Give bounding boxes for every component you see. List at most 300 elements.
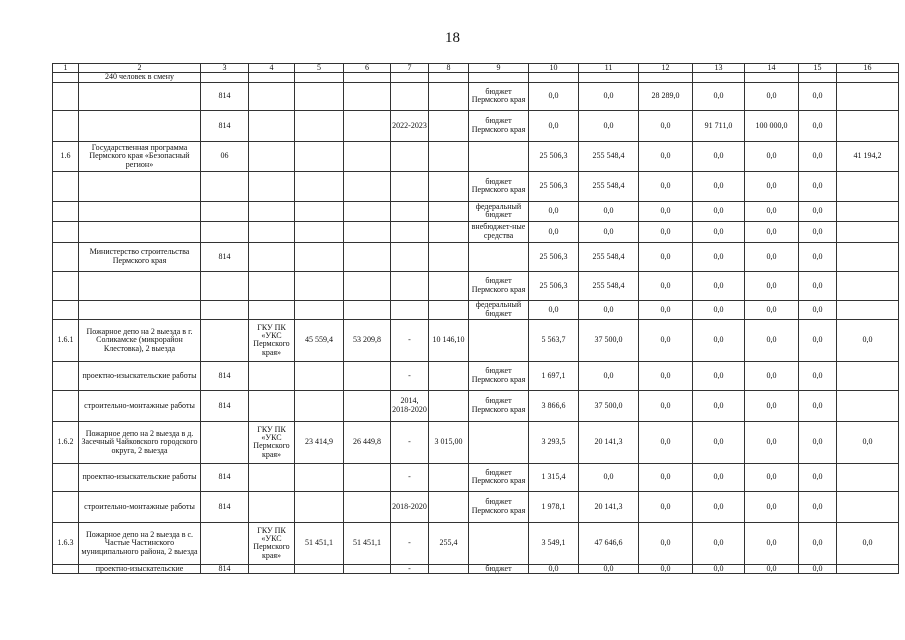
table-cell: 0,0: [579, 110, 639, 141]
table-cell: бюджет Пермского края: [469, 361, 529, 390]
table-cell: бюджет Пермского края: [469, 390, 529, 421]
table-cell: [429, 564, 469, 573]
table-cell: строительно-монтажные работы: [79, 390, 201, 421]
header-cell: 10: [529, 64, 579, 73]
table-cell: [201, 221, 249, 242]
table-cell: 3 015,00: [429, 421, 469, 463]
table-cell: [391, 271, 429, 300]
table-cell: 0,0: [799, 522, 837, 564]
table-cell: 0,0: [745, 82, 799, 110]
table-cell: [344, 390, 391, 421]
table-cell: 0,0: [745, 141, 799, 171]
table-cell: [53, 463, 79, 491]
table-cell: [429, 361, 469, 390]
table-cell: проектно-изыскательские работы: [79, 463, 201, 491]
table-cell: внебюджет-ные средства: [469, 221, 529, 242]
table-cell: 2014, 2018-2020: [391, 390, 429, 421]
table-cell: [391, 171, 429, 201]
table-cell: 0,0: [579, 361, 639, 390]
table-cell: [53, 491, 79, 522]
table-cell: [837, 271, 899, 300]
table-cell: [837, 463, 899, 491]
table-cell: Пожарное депо на 2 выезда в г. Соликамске (микрорайон Клестовка), 2 выезда: [79, 319, 201, 361]
table-cell: 0,0: [693, 242, 745, 271]
table-cell: 0,0: [745, 361, 799, 390]
table-cell: бюджет Пермского края: [469, 171, 529, 201]
table-cell: 3 293,5: [529, 421, 579, 463]
table-cell: [469, 73, 529, 82]
table-cell: [79, 82, 201, 110]
table-cell: 0,0: [799, 221, 837, 242]
table-cell: 25 506,3: [529, 171, 579, 201]
table-row: [53, 390, 899, 421]
table-cell: 0,0: [693, 421, 745, 463]
table-row: [53, 522, 899, 564]
table-cell: бюджет Пермского края: [469, 82, 529, 110]
table-row: [53, 319, 899, 361]
table-cell: 25 506,3: [529, 242, 579, 271]
header-cell: 3: [201, 64, 249, 73]
header-cell: 5: [295, 64, 344, 73]
table-cell: [429, 201, 469, 221]
table-cell: проектно-изыскательские: [79, 564, 201, 573]
table-cell: 814: [201, 361, 249, 390]
table-cell: [391, 73, 429, 82]
table-cell: -: [391, 522, 429, 564]
table-cell: [201, 319, 249, 361]
table-cell: 0,0: [639, 564, 693, 573]
header-cell: 7: [391, 64, 429, 73]
table-cell: 0,0: [579, 201, 639, 221]
table-cell: [837, 242, 899, 271]
table-cell: [53, 110, 79, 141]
table-cell: [391, 141, 429, 171]
table-cell: 06: [201, 141, 249, 171]
table-cell: [469, 522, 529, 564]
table-cell: [344, 242, 391, 271]
table-cell: 0,0: [579, 463, 639, 491]
table-cell: [53, 390, 79, 421]
header-cell: 15: [799, 64, 837, 73]
table-cell: -: [391, 319, 429, 361]
table-cell: [344, 361, 391, 390]
table-cell: [837, 491, 899, 522]
table-cell: [249, 361, 295, 390]
table-cell: [295, 141, 344, 171]
table-row: [53, 421, 899, 463]
table-cell: [344, 141, 391, 171]
table-cell: 37 500,0: [579, 319, 639, 361]
table-cell: [344, 491, 391, 522]
table-cell: -: [391, 361, 429, 390]
table-cell: [344, 463, 391, 491]
table-cell: 0,0: [639, 110, 693, 141]
table-cell: [249, 491, 295, 522]
table-cell: [469, 319, 529, 361]
table-cell: 1.6.2: [53, 421, 79, 463]
table-cell: 255,4: [429, 522, 469, 564]
table-cell: 1.6.1: [53, 319, 79, 361]
table-cell: 26 449,8: [344, 421, 391, 463]
table-cell: [53, 300, 79, 319]
table-cell: [837, 201, 899, 221]
table-cell: [391, 300, 429, 319]
header-cell: 14: [745, 64, 799, 73]
table-cell: 3 549,1: [529, 522, 579, 564]
table-cell: 0,0: [693, 564, 745, 573]
table-cell: [53, 564, 79, 573]
table-cell: 0,0: [745, 522, 799, 564]
table-cell: 0,0: [799, 141, 837, 171]
table-cell: [53, 201, 79, 221]
table-cell: [249, 242, 295, 271]
table-cell: [344, 300, 391, 319]
table-cell: 0,0: [529, 564, 579, 573]
table-cell: 53 209,8: [344, 319, 391, 361]
header-cell: 16: [837, 64, 899, 73]
table-cell: 814: [201, 463, 249, 491]
table-cell: [201, 300, 249, 319]
table-cell: [344, 171, 391, 201]
table-cell: [429, 110, 469, 141]
table-cell: 47 646,6: [579, 522, 639, 564]
table-cell: [53, 221, 79, 242]
table-cell: -: [391, 421, 429, 463]
table-cell: 814: [201, 82, 249, 110]
header-cell: 11: [579, 64, 639, 73]
page-number: 18: [445, 30, 460, 46]
table-cell: 0,0: [837, 522, 899, 564]
table-cell: 0,0: [693, 300, 745, 319]
table-cell: 51 451,1: [295, 522, 344, 564]
table-cell: [429, 171, 469, 201]
table-cell: [344, 73, 391, 82]
table-cell: [295, 390, 344, 421]
table-cell: [295, 171, 344, 201]
table-cell: [344, 110, 391, 141]
table-cell: 1.6.3: [53, 522, 79, 564]
table-cell: [837, 221, 899, 242]
table-cell: [469, 141, 529, 171]
table-cell: [429, 221, 469, 242]
table-cell: [429, 242, 469, 271]
table-cell: [249, 110, 295, 141]
table-cell: строительно-монтажные работы: [79, 491, 201, 522]
table-cell: 0,0: [693, 271, 745, 300]
table-cell: 0,0: [693, 463, 745, 491]
table-cell: [295, 242, 344, 271]
table-cell: [201, 73, 249, 82]
table-cell: [201, 522, 249, 564]
table-cell: 20 141,3: [579, 421, 639, 463]
table-row: [53, 300, 899, 319]
table-cell: 51 451,1: [344, 522, 391, 564]
table-cell: 814: [201, 390, 249, 421]
table-cell: [391, 242, 429, 271]
table-cell: 0,0: [745, 271, 799, 300]
table-row: [53, 110, 899, 141]
header-cell: 4: [249, 64, 295, 73]
table-cell: [249, 141, 295, 171]
header-cell: 12: [639, 64, 693, 73]
table-row: [53, 73, 899, 82]
table-cell: 255 548,4: [579, 271, 639, 300]
table-cell: [429, 463, 469, 491]
table-cell: [579, 73, 639, 82]
table-cell: [469, 242, 529, 271]
table-cell: 0,0: [799, 201, 837, 221]
table-cell: [249, 271, 295, 300]
table-cell: [429, 491, 469, 522]
table-cell: 0,0: [745, 319, 799, 361]
table-cell: [79, 271, 201, 300]
table-cell: 0,0: [799, 421, 837, 463]
table-cell: [79, 221, 201, 242]
table-cell: 0,0: [693, 361, 745, 390]
table-cell: бюджет Пермского края: [469, 271, 529, 300]
table-row: [53, 171, 899, 201]
table-cell: 0,0: [693, 221, 745, 242]
table-cell: [429, 300, 469, 319]
table-cell: [201, 201, 249, 221]
table-cell: 28 289,0: [639, 82, 693, 110]
table-cell: [295, 271, 344, 300]
table-cell: 0,0: [745, 421, 799, 463]
table-cell: 0,0: [639, 361, 693, 390]
table-cell: [249, 82, 295, 110]
table-cell: 0,0: [639, 300, 693, 319]
table-cell: 1 978,1: [529, 491, 579, 522]
table-cell: 0,0: [639, 141, 693, 171]
table-cell: 814: [201, 491, 249, 522]
table-cell: 0,0: [693, 319, 745, 361]
table-cell: 0,0: [639, 463, 693, 491]
table-cell: [429, 271, 469, 300]
table-cell: [837, 361, 899, 390]
table-cell: [391, 201, 429, 221]
table-cell: [249, 221, 295, 242]
table-cell: 20 141,3: [579, 491, 639, 522]
table-cell: 25 506,3: [529, 271, 579, 300]
table-cell: 0,0: [799, 390, 837, 421]
table-cell: 0,0: [799, 82, 837, 110]
table-cell: -: [391, 463, 429, 491]
table-cell: 0,0: [745, 463, 799, 491]
table-cell: 255 548,4: [579, 242, 639, 271]
table-cell: 0,0: [639, 242, 693, 271]
table-cell: [249, 171, 295, 201]
table-cell: 0,0: [639, 390, 693, 421]
table-cell: 0,0: [639, 319, 693, 361]
table-cell: 2018-2020: [391, 491, 429, 522]
table-cell: [295, 491, 344, 522]
table-cell: [249, 463, 295, 491]
table-cell: [79, 300, 201, 319]
table-cell: 0,0: [639, 221, 693, 242]
header-cell: 9: [469, 64, 529, 73]
table-cell: бюджет Пермского края: [469, 491, 529, 522]
table-cell: [53, 361, 79, 390]
table-cell: Пожарное депо на 2 выезда в с. Частые Частинского муниципального района, 2 выезда: [79, 522, 201, 564]
table-cell: 0,0: [745, 171, 799, 201]
table-cell: 0,0: [693, 522, 745, 564]
table-row: [53, 564, 899, 573]
table-cell: [429, 141, 469, 171]
table-cell: [53, 73, 79, 82]
table-row: [53, 82, 899, 110]
table-cell: 0,0: [529, 201, 579, 221]
table-cell: 0,0: [639, 271, 693, 300]
table-cell: [79, 201, 201, 221]
table-cell: 0,0: [693, 201, 745, 221]
table-cell: бюджет Пермского края: [469, 110, 529, 141]
table-cell: 814: [201, 110, 249, 141]
budget-table: [52, 63, 899, 574]
table-cell: [201, 271, 249, 300]
table-cell: [295, 73, 344, 82]
table-cell: 0,0: [579, 221, 639, 242]
table-cell: [469, 421, 529, 463]
table-row: [53, 491, 899, 522]
table-cell: [344, 564, 391, 573]
table-cell: 0,0: [799, 110, 837, 141]
table-cell: [201, 171, 249, 201]
table-cell: 0,0: [579, 300, 639, 319]
table-cell: 91 711,0: [693, 110, 745, 141]
header-cell: 6: [344, 64, 391, 73]
table-row: [53, 463, 899, 491]
table-cell: [693, 73, 745, 82]
table-cell: [79, 171, 201, 201]
table-cell: [53, 271, 79, 300]
table-cell: 5 563,7: [529, 319, 579, 361]
table-cell: ГКУ ПК «УКС Пермского края»: [249, 319, 295, 361]
table-cell: 0,0: [579, 564, 639, 573]
table-cell: [344, 271, 391, 300]
table-cell: федеральный бюджет: [469, 300, 529, 319]
table-cell: 1.6: [53, 141, 79, 171]
table-row: [53, 271, 899, 300]
table-cell: 255 548,4: [579, 141, 639, 171]
table-row: [53, 201, 899, 221]
table-cell: [53, 242, 79, 271]
table-cell: [295, 463, 344, 491]
table-cell: 0,0: [639, 522, 693, 564]
table-row: [53, 242, 899, 271]
table-cell: проектно-изыскательские работы: [79, 361, 201, 390]
table-cell: [295, 82, 344, 110]
table-cell: 0,0: [799, 300, 837, 319]
table-cell: [837, 82, 899, 110]
table-cell: [53, 82, 79, 110]
table-cell: [249, 564, 295, 573]
table-cell: 1 315,4: [529, 463, 579, 491]
table-cell: федеральный бюджет: [469, 201, 529, 221]
table-cell: 0,0: [799, 361, 837, 390]
table-cell: 0,0: [799, 564, 837, 573]
table-cell: [529, 73, 579, 82]
table-cell: 23 414,9: [295, 421, 344, 463]
table-cell: 0,0: [799, 171, 837, 201]
table-cell: 0,0: [837, 421, 899, 463]
table-header-row: [53, 64, 899, 73]
table-cell: 814: [201, 242, 249, 271]
table-cell: 0,0: [745, 390, 799, 421]
table-cell: [249, 73, 295, 82]
table-row: [53, 141, 899, 171]
table-cell: [249, 390, 295, 421]
table-cell: [837, 390, 899, 421]
header-cell: 13: [693, 64, 745, 73]
table-cell: [295, 110, 344, 141]
table-cell: 0,0: [693, 82, 745, 110]
table-cell: 0,0: [745, 491, 799, 522]
table-cell: -: [391, 564, 429, 573]
table-cell: [295, 361, 344, 390]
table-cell: бюджет: [469, 564, 529, 573]
table-cell: [837, 73, 899, 82]
table-cell: [837, 171, 899, 201]
table-cell: [295, 300, 344, 319]
table-cell: [429, 73, 469, 82]
table-cell: 0,0: [745, 564, 799, 573]
table-cell: бюджет Пермского края: [469, 463, 529, 491]
table-cell: [837, 110, 899, 141]
table-cell: 0,0: [745, 242, 799, 271]
table-cell: 25 506,3: [529, 141, 579, 171]
table-cell: 41 194,2: [837, 141, 899, 171]
table-cell: 0,0: [799, 463, 837, 491]
table-cell: 2022-2023: [391, 110, 429, 141]
table-cell: Министерство строительства Пермского края: [79, 242, 201, 271]
table-cell: [295, 564, 344, 573]
table-cell: 0,0: [799, 271, 837, 300]
table-cell: 0,0: [639, 171, 693, 201]
table-cell: 3 866,6: [529, 390, 579, 421]
table-cell: 0,0: [693, 171, 745, 201]
table-cell: [344, 82, 391, 110]
table-cell: [295, 201, 344, 221]
table-cell: 1 697,1: [529, 361, 579, 390]
table-cell: 0,0: [745, 221, 799, 242]
table-cell: 0,0: [693, 141, 745, 171]
table-cell: 0,0: [579, 82, 639, 110]
table-cell: [79, 110, 201, 141]
table-cell: 0,0: [693, 390, 745, 421]
table-cell: [429, 82, 469, 110]
header-cell: 2: [79, 64, 201, 73]
table-cell: 0,0: [639, 491, 693, 522]
table-cell: 240 человек в смену: [79, 73, 201, 82]
table-cell: 0,0: [639, 201, 693, 221]
table-cell: 0,0: [529, 82, 579, 110]
table-cell: 10 146,10: [429, 319, 469, 361]
table-cell: 0,0: [745, 300, 799, 319]
table-cell: [344, 201, 391, 221]
table-cell: 0,0: [529, 300, 579, 319]
table-cell: Пожарное депо на 2 выезда в д. Засечный Чайковского городского округа, 2 выезда: [79, 421, 201, 463]
table-cell: 0,0: [693, 491, 745, 522]
table-row: [53, 361, 899, 390]
table-cell: ГКУ ПК «УКС Пермского края»: [249, 421, 295, 463]
table-cell: 0,0: [745, 201, 799, 221]
table-cell: 255 548,4: [579, 171, 639, 201]
table-cell: [295, 221, 344, 242]
table-cell: [344, 221, 391, 242]
table-cell: 45 559,4: [295, 319, 344, 361]
table-cell: [249, 300, 295, 319]
header-cell: 8: [429, 64, 469, 73]
